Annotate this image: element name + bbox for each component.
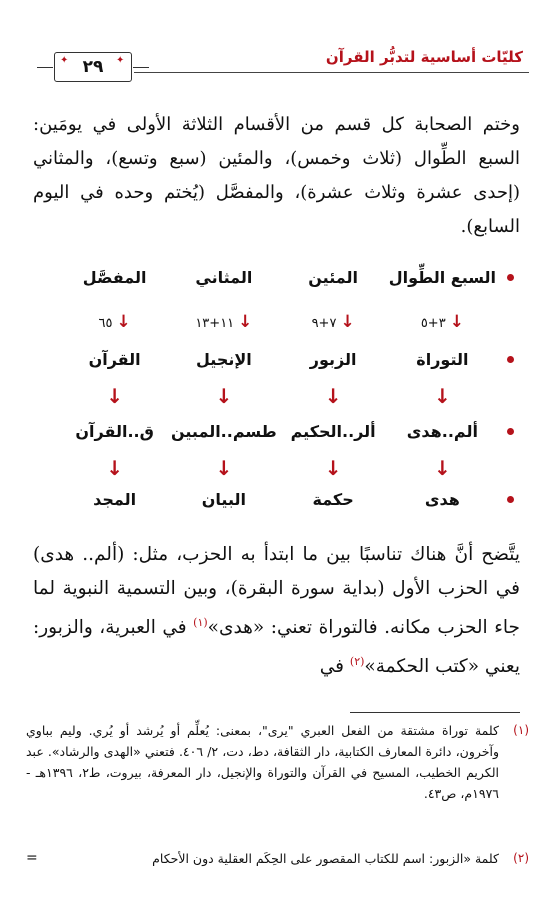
arrow-row (60, 384, 523, 408)
paragraph-intro: وختم الصحابة كل قسم من الأقسام الثلاثة الأولى في يومَين: السبع الطِّوال (ثلاث وخمس)، والمئين (سبع وتسع)، والمثاني (إحدى عشرة وثلاث عشرة)، والمفصَّل (يُختم وحده في اليوم السابع). (33, 114, 520, 237)
table-cell: المئين (308, 268, 358, 287)
paragraph-explanation: يتَّضح أنَّ هناك تناسبًا بين ما ابتدأ به الحزب، مثل: (ألم.. هدى) في الحزب الأول (بداية سورة البقرة)، وبين التسمية النبوية لما جاء الحزب مكانه. فالتوراة تعني: «هدى»$^{(١)}$ في العبرية، والزبور: يعني «كتب الحكمة»$^{(٢)}$ في (33, 544, 520, 678)
running-title: كليّات أساسية لتدبُّر القرآن (325, 48, 523, 66)
table-cell: البيان (201, 490, 246, 509)
ornament-icon: ✦ (60, 55, 69, 66)
down-arrow-icon: ↓ (433, 456, 451, 480)
down-arrow-icon: ↓ (324, 456, 342, 480)
table-cell: ق..القرآن (75, 422, 154, 441)
table-cell: القرآن (88, 350, 141, 369)
bullet-icon (497, 496, 523, 503)
footnote-ref[interactable]: (٢) (349, 655, 365, 669)
down-arrow-icon: ↓ (116, 312, 131, 332)
page-header (24, 44, 529, 86)
table-cell: ٧+٩ (311, 316, 337, 331)
footnote-ref[interactable]: (١) (193, 616, 208, 629)
footnote-text: كلمة توراة مشتقة من الفعل العبري "يرى"، بمعنى: يُعلِّم أو يُرشد أو يُري. وليم بباوي وآخرون، دائرة المعارف الكتابية، دار الثقافة، دط، دت، ٢/ ٤٠٦. فتعني «الهدى والرشاد». عبد الكريم الخطيب، المسيح في القرآن والتوراة والإنجيل، دار المعرفة، بيروت، ط٢، ١٣٩٦هـ - ١٩٧٦م، ص٤٣. (26, 723, 499, 801)
table-cell: الزبور (309, 350, 357, 369)
ornament-icon: ✦ (116, 55, 125, 66)
bullet-icon (497, 274, 523, 281)
footnote-text: كلمة «الزبور: اسم للكتاب المقصور على الحِكَم العقلية دون الأحكام (152, 851, 499, 866)
table-cell: المجد (93, 490, 137, 509)
table-cell: الإنجيل (196, 350, 252, 369)
table-cell: المثاني (195, 268, 253, 287)
table-cell: طسم..المبين (171, 422, 277, 441)
bullet-icon (497, 356, 523, 363)
table-row (60, 422, 523, 441)
down-arrow-icon: ↓ (106, 456, 123, 480)
down-arrow-icon: ↓ (106, 384, 123, 408)
arrow-row (60, 456, 523, 480)
table-cell: السبع الطِّوال (388, 268, 497, 287)
table-cell: ألم..هدى (406, 422, 478, 441)
down-arrow-icon: ↓ (340, 312, 355, 332)
classification-table (60, 262, 523, 512)
down-arrow-icon: ↓ (449, 312, 464, 332)
down-arrow-icon: ↓ (215, 384, 233, 408)
down-arrow-icon: ↓ (433, 384, 451, 408)
footnote-number: (٢) (513, 851, 529, 865)
table-row (60, 312, 523, 332)
table-row (60, 268, 523, 287)
page-number: ٢٩ (82, 57, 104, 77)
footnote-number: (١) (513, 723, 529, 737)
table-cell: التوراة (416, 350, 469, 369)
down-arrow-icon: ↓ (324, 384, 342, 408)
table-row (60, 490, 523, 509)
table-cell: ألر..الحكيم (290, 422, 376, 441)
continuation-mark: = (26, 850, 38, 866)
footnote-separator (350, 712, 520, 713)
table-cell: هدى (424, 490, 460, 509)
table-cell: المفصَّل (82, 268, 147, 287)
table-cell: حكمة (312, 490, 354, 509)
down-arrow-icon: ↓ (215, 456, 233, 480)
down-arrow-icon: ↓ (238, 312, 253, 332)
table-cell: ٦٥ (98, 316, 113, 331)
bullet-icon (497, 428, 523, 435)
header-rule (134, 72, 529, 73)
table-cell: ٣+٥ (420, 316, 446, 331)
table-row (60, 350, 523, 369)
footnote (26, 720, 529, 804)
table-cell: ١١+١٣ (195, 316, 235, 331)
footnote (26, 848, 529, 869)
